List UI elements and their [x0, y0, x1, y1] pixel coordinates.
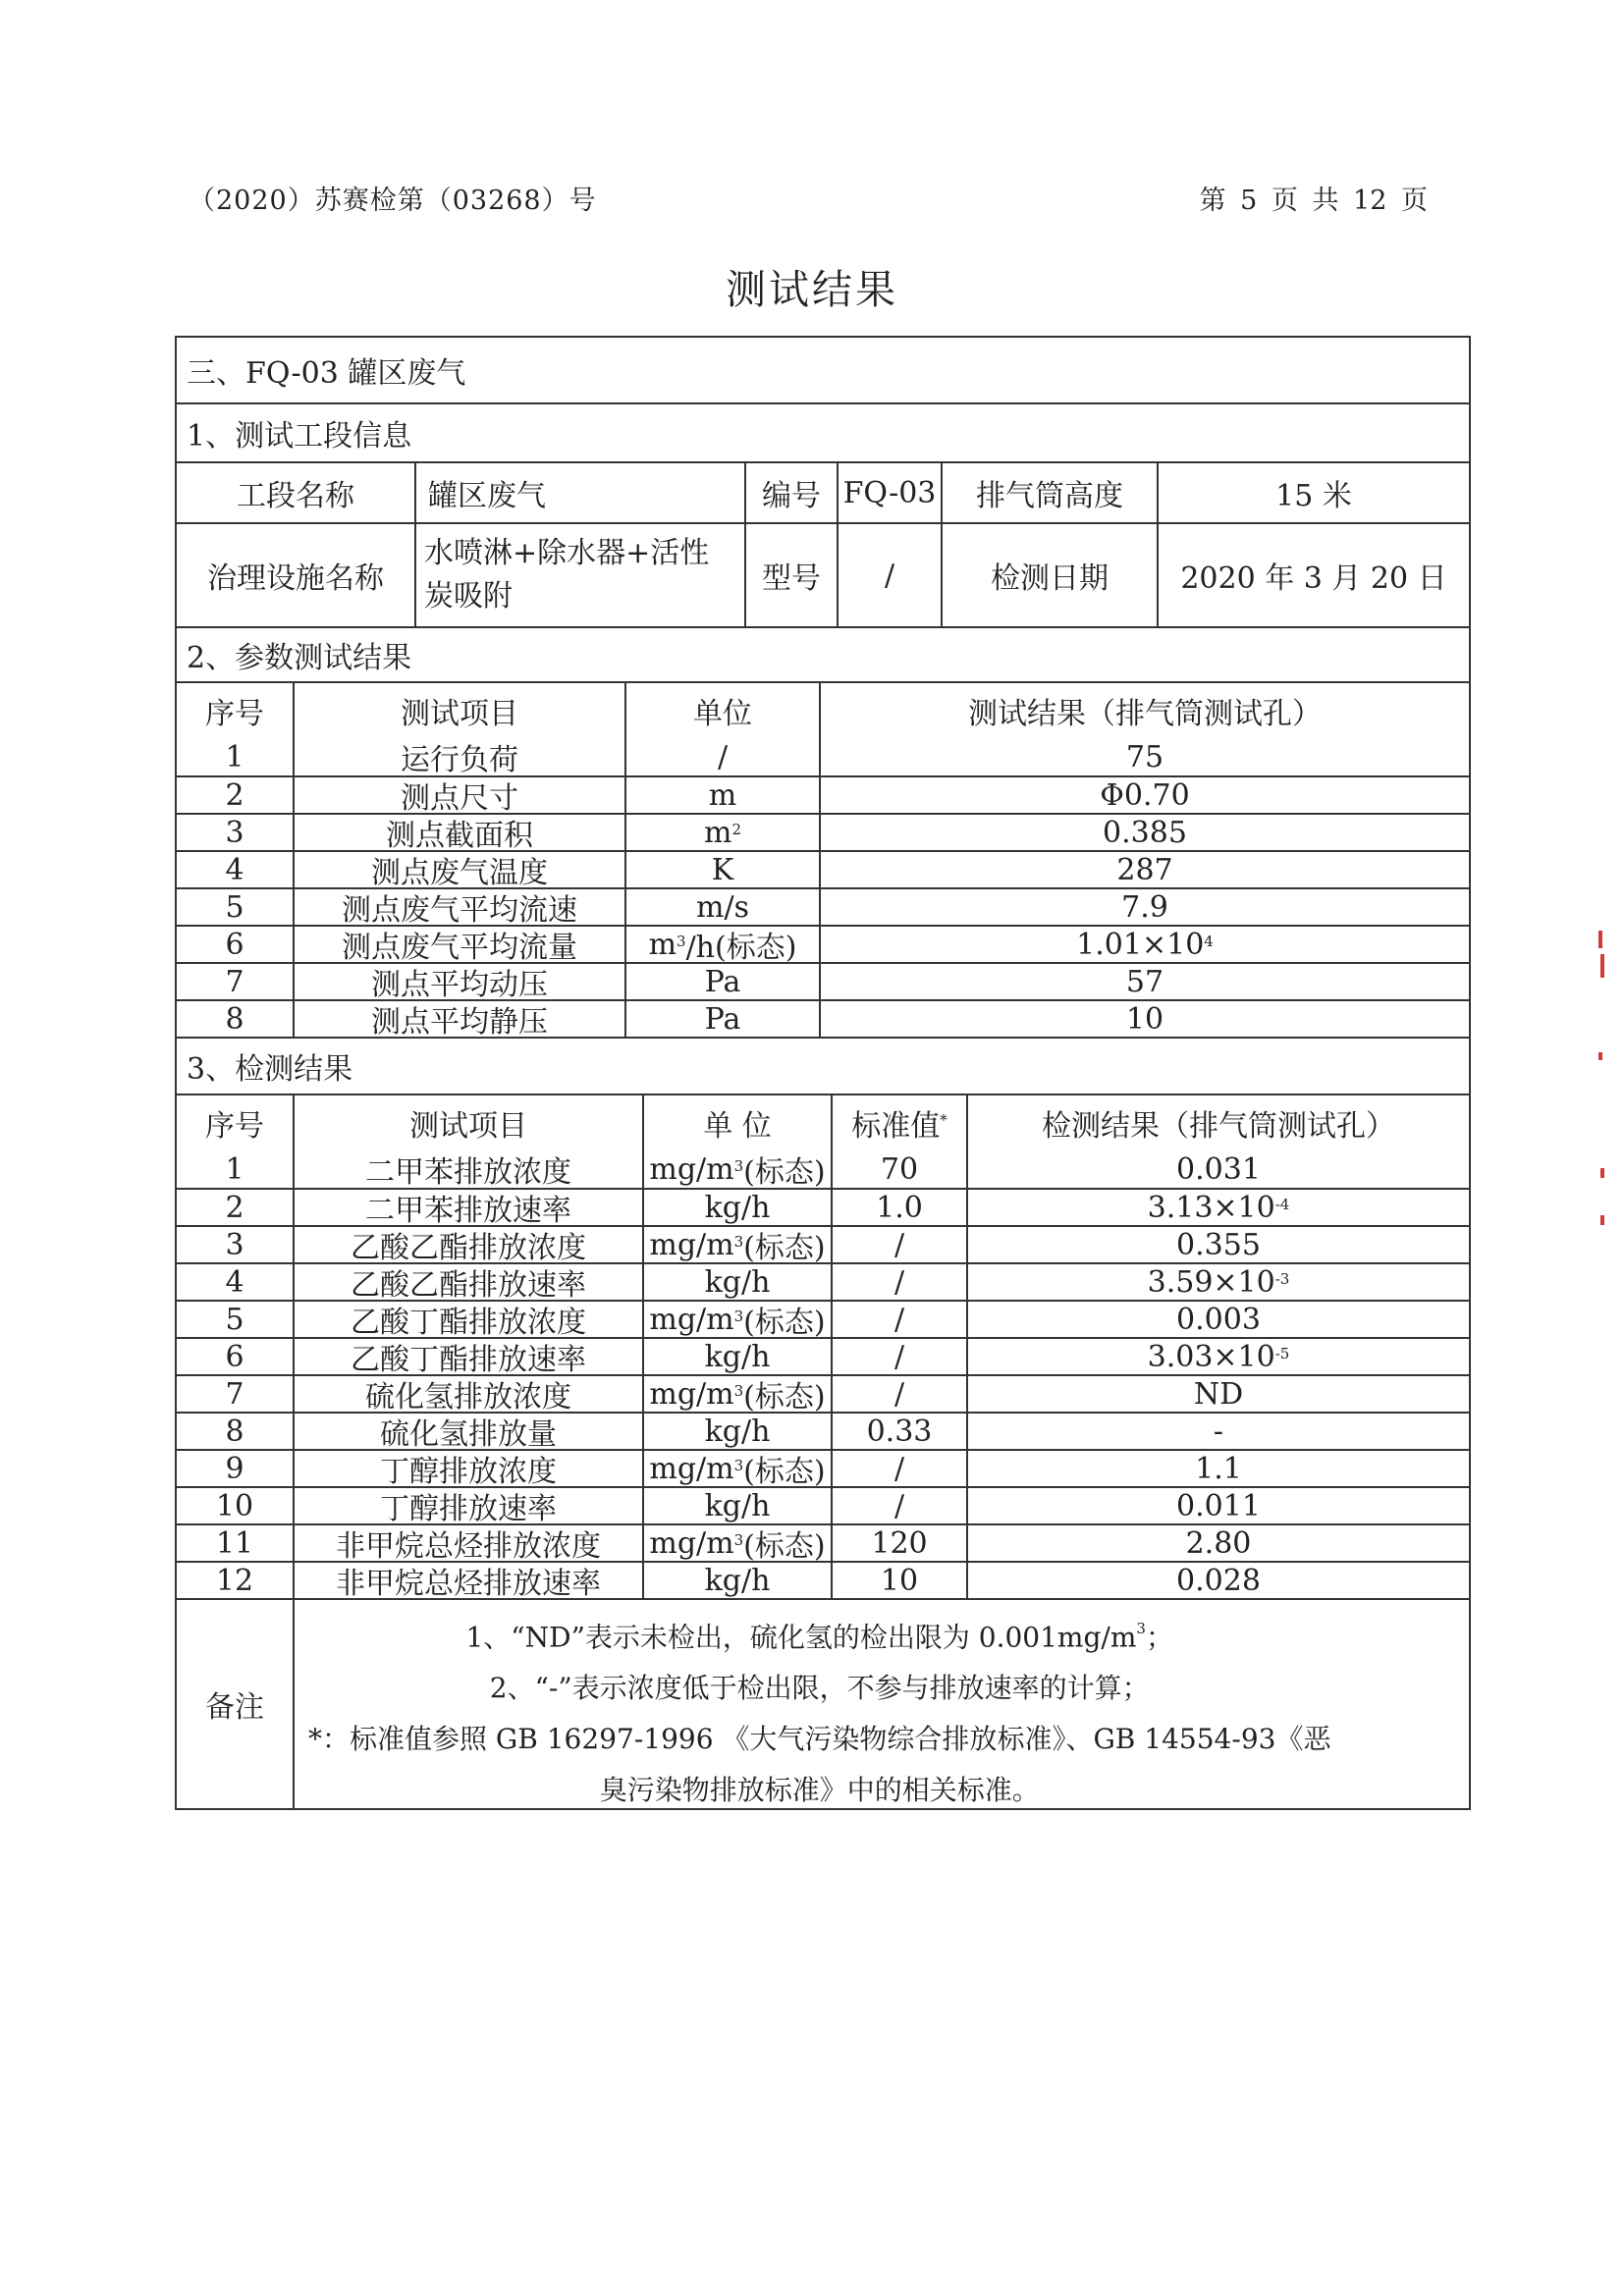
result-unit-text: mg/m: [649, 1451, 734, 1486]
result-unit-tail: (标态): [743, 1231, 826, 1265]
param-unit-tail: /h(标态): [685, 931, 797, 965]
result-unit-sup: 3: [733, 1382, 744, 1400]
param-unit-text: /: [717, 739, 729, 774]
result-value: [966, 1227, 1469, 1262]
param-result: [819, 1001, 1469, 1037]
result-item: 乙酸丁酯排放速率: [293, 1339, 642, 1374]
param-result: [819, 852, 1469, 887]
result-value-text: 0.028: [1176, 1563, 1261, 1598]
stack-height-label: 排气筒高度: [941, 463, 1157, 522]
param-no: 2: [225, 777, 244, 813]
notes-cell: [293, 1600, 1469, 1808]
param-item: 测点废气温度: [293, 852, 624, 887]
std-asterisk: *: [940, 1111, 947, 1129]
result-unit: [642, 1339, 831, 1374]
result-item: 乙酸乙酯排放速率: [293, 1264, 642, 1300]
param-no: 3: [225, 815, 244, 850]
info-row-1: [177, 461, 1469, 522]
param-result-text: 7.9: [1121, 889, 1168, 925]
param-result-text: 287: [1116, 852, 1173, 887]
result-unit-sup: 3: [733, 1233, 744, 1251]
results-heading-row: [177, 1037, 1469, 1094]
seal-edge-mark: [1598, 931, 1602, 948]
result-value: [966, 1414, 1469, 1449]
result-value-text: 0.003: [1176, 1302, 1261, 1337]
table-row: [177, 1486, 1469, 1526]
result-unit: [642, 1227, 831, 1265]
result-value-text: 1.1: [1195, 1451, 1242, 1486]
result-value: [966, 1563, 1469, 1598]
param-unit: [624, 1001, 819, 1037]
result-value: [966, 1339, 1469, 1374]
result-unit: [642, 1150, 831, 1188]
param-result-text: 1.01×10: [1076, 927, 1205, 962]
result-unit: [642, 1414, 831, 1449]
name-label: 工段名称: [237, 479, 354, 513]
table-row: [177, 1225, 1469, 1265]
result-no: 8: [225, 1414, 244, 1449]
result-unit-text: kg/h: [704, 1488, 771, 1523]
result-value-text: 3.59×10: [1147, 1264, 1275, 1300]
result-unit: [642, 1264, 831, 1300]
param-no: 4: [225, 852, 244, 887]
notes-text: [295, 1600, 1344, 1822]
table-row: [177, 813, 1469, 853]
result-value: [966, 1150, 1469, 1188]
result-value-sup: -5: [1274, 1345, 1290, 1362]
result-no: 6: [225, 1339, 244, 1374]
param-result: [819, 815, 1469, 850]
notes-row: [177, 1598, 1469, 1808]
result-value-text: 0.031: [1176, 1151, 1261, 1187]
table-row: [177, 1561, 1469, 1601]
result-unit-text: kg/h: [704, 1190, 771, 1225]
param-item: 测点平均动压: [293, 964, 624, 999]
result-std: /: [831, 1488, 966, 1523]
param-unit: [624, 927, 819, 965]
result-value-text: 2.80: [1185, 1525, 1252, 1561]
note-3a: *：标准值参照 GB 16297-1996 《大气污染物综合排放标准》、GB 14554-93《恶: [308, 1723, 1331, 1756]
note-3b: 臭污染物排放标准》中的相关标准。: [599, 1774, 1040, 1807]
date-value: 2020 年 3 月 20 日: [1157, 524, 1469, 626]
result-no: 4: [225, 1264, 244, 1300]
result-unit: [642, 1190, 831, 1225]
seal-edge-mark: [1600, 1168, 1604, 1178]
result-unit: [642, 1563, 831, 1598]
param-result-sup: 4: [1204, 933, 1214, 950]
params-col-no: 序号: [205, 697, 264, 731]
params-body: [177, 738, 1469, 1040]
params-heading-row: [177, 626, 1469, 681]
result-item: 非甲烷总烃排放速率: [293, 1563, 642, 1598]
params-header-row: [177, 681, 1469, 738]
result-value: [966, 1264, 1469, 1300]
result-std: 0.33: [831, 1414, 966, 1449]
facility-label: 治理设施名称: [207, 561, 384, 596]
param-unit-text: m: [648, 927, 677, 962]
report-number: （2020）苏赛检第（03268）号: [189, 186, 597, 216]
param-result-text: 75: [1125, 739, 1164, 774]
note-1-text: 1、“ND”表示未检出，硫化氢的检出限为 0.001mg/m: [465, 1621, 1137, 1654]
table-row: [177, 1449, 1469, 1489]
notes-label: 备注: [205, 1690, 264, 1725]
result-no: 5: [225, 1302, 244, 1337]
info-heading-row: [177, 402, 1469, 461]
result-value: [966, 1376, 1469, 1412]
param-item: 运行负荷: [293, 738, 624, 775]
result-value-text: 3.03×10: [1147, 1339, 1275, 1374]
table-row: [177, 1300, 1469, 1340]
result-unit: [642, 1302, 831, 1340]
info-heading: 1、测试工段信息: [187, 419, 412, 454]
param-item: 测点平均静压: [293, 1001, 624, 1037]
table-row: [177, 1374, 1469, 1415]
code-value: FQ-03: [837, 463, 941, 522]
param-result: [819, 927, 1469, 962]
table-row: [177, 1523, 1469, 1564]
result-no: 7: [225, 1376, 244, 1412]
result-std: /: [831, 1302, 966, 1337]
results-col-unit: 单 位: [642, 1095, 831, 1150]
result-no: 9: [225, 1451, 244, 1486]
result-value: [966, 1451, 1469, 1486]
param-no: 7: [225, 964, 244, 999]
seal-edge-mark: [1600, 954, 1604, 978]
params-col-item: 测试项目: [293, 683, 624, 738]
result-value-sup: -4: [1274, 1196, 1290, 1213]
facility-value: 水喷淋+除水器+活性炭吸附: [414, 524, 744, 626]
result-item: 二甲苯排放速率: [293, 1190, 642, 1225]
note-1-sup: 3: [1136, 1620, 1146, 1637]
result-std: 10: [831, 1563, 966, 1598]
result-std: 70: [831, 1150, 966, 1188]
result-no: 3: [225, 1227, 244, 1262]
param-no: 8: [225, 1001, 244, 1037]
params-col-result: 测试结果（排气筒测试孔）: [819, 683, 1469, 738]
result-no: 1: [225, 1151, 244, 1187]
result-item: 丁醇排放浓度: [293, 1451, 642, 1486]
param-item: 测点废气平均流速: [293, 889, 624, 925]
result-unit-text: kg/h: [704, 1563, 771, 1598]
page-title: 测试结果: [726, 266, 898, 313]
result-item: 硫化氢排放量: [293, 1414, 642, 1449]
result-item: 二甲苯排放浓度: [293, 1150, 642, 1188]
table-row: [177, 887, 1469, 928]
table-row: [177, 1412, 1469, 1452]
result-value-text: 0.011: [1176, 1488, 1261, 1523]
param-item: 测点尺寸: [293, 777, 624, 813]
result-no: 12: [215, 1563, 254, 1598]
result-unit-sup: 3: [733, 1531, 744, 1549]
params-col-unit: 单位: [624, 683, 819, 738]
param-unit: [624, 777, 819, 813]
result-value-text: ND: [1193, 1376, 1244, 1412]
param-item: 测点截面积: [293, 815, 624, 850]
param-unit-sup: 3: [677, 933, 686, 950]
result-unit: [642, 1376, 831, 1415]
table-row: [177, 1262, 1469, 1303]
results-col-result: 检测结果（排气筒测试孔）: [966, 1095, 1469, 1150]
result-no: 2: [225, 1190, 244, 1225]
param-result: [819, 777, 1469, 813]
result-unit: [642, 1451, 831, 1489]
table-row: [177, 925, 1469, 965]
param-no: 1: [225, 739, 244, 774]
table-row: [177, 738, 1469, 775]
result-std: 1.0: [831, 1190, 966, 1225]
date-label: 检测日期: [941, 524, 1157, 626]
result-item: 丁醇排放速率: [293, 1488, 642, 1523]
result-unit-sup: 3: [733, 1457, 744, 1474]
note-1-tail: ；: [1145, 1621, 1173, 1654]
results-col-no: 序号: [205, 1109, 264, 1144]
result-unit-tail: (标态): [743, 1380, 826, 1415]
name-value: 罐区废气: [414, 463, 744, 522]
results-body: [177, 1150, 1469, 1601]
result-unit-tail: (标态): [743, 1306, 826, 1340]
results-col-std-text: 标准值: [851, 1109, 941, 1144]
param-item: 测点废气平均流量: [293, 927, 624, 962]
table-row: [177, 1150, 1469, 1188]
result-unit-text: mg/m: [649, 1376, 734, 1412]
result-item: 乙酸乙酯排放浓度: [293, 1227, 642, 1262]
result-unit-text: mg/m: [649, 1525, 734, 1561]
stack-height-value: 15 米: [1157, 463, 1469, 522]
result-unit-text: kg/h: [704, 1264, 771, 1300]
params-heading: 2、参数测试结果: [187, 641, 412, 675]
result-std: 120: [831, 1525, 966, 1561]
result-unit-tail: (标态): [743, 1529, 826, 1564]
table-row: [177, 999, 1469, 1040]
results-header-row: [177, 1094, 1469, 1150]
param-unit: [624, 738, 819, 775]
result-value-text: 3.13×10: [1147, 1190, 1275, 1225]
result-std: /: [831, 1264, 966, 1300]
param-unit: [624, 852, 819, 887]
param-unit-text: Pa: [704, 1001, 741, 1037]
note-2: 2、“-”表示浓度低于检出限，不参与排放速率的计算；: [489, 1672, 1150, 1705]
param-no: 6: [225, 927, 244, 962]
info-row-2: [177, 522, 1469, 626]
seal-edge-mark: [1600, 1215, 1604, 1225]
result-value: [966, 1302, 1469, 1337]
result-no: 10: [215, 1488, 254, 1523]
param-unit-text: m: [704, 815, 732, 850]
result-unit-text: kg/h: [704, 1414, 771, 1449]
result-unit: [642, 1525, 831, 1564]
param-result-text: 57: [1125, 964, 1164, 999]
result-std: /: [831, 1227, 966, 1262]
seal-edge-mark: [1598, 1052, 1602, 1060]
param-unit-text: m: [708, 777, 737, 813]
results-table: [175, 336, 1471, 1810]
section-heading-row: [177, 338, 1469, 402]
section-heading: 三、FQ-03 罐区废气: [187, 356, 466, 391]
results-col-item: 测试项目: [293, 1095, 642, 1150]
param-result-text: Φ0.70: [1100, 777, 1190, 813]
result-unit-text: mg/m: [649, 1302, 734, 1337]
result-no: 11: [215, 1525, 254, 1561]
results-heading: 3、检测结果: [187, 1052, 353, 1087]
result-unit-text: mg/m: [649, 1227, 734, 1262]
result-std: /: [831, 1451, 966, 1486]
param-unit: [624, 964, 819, 999]
code-label: 编号: [744, 463, 837, 522]
table-row: [177, 850, 1469, 890]
result-item: 非甲烷总烃排放浓度: [293, 1525, 642, 1561]
result-unit-sup: 3: [733, 1308, 744, 1325]
param-unit-text: K: [711, 852, 734, 887]
model-label: 型号: [744, 524, 837, 626]
param-no: 5: [225, 889, 244, 925]
result-value: [966, 1190, 1469, 1225]
result-value: [966, 1488, 1469, 1523]
param-unit-sup: 2: [731, 821, 741, 838]
result-item: 硫化氢排放浓度: [293, 1376, 642, 1412]
result-value-text: 0.355: [1176, 1227, 1261, 1262]
param-unit: [624, 815, 819, 850]
result-unit-text: kg/h: [704, 1339, 771, 1374]
param-unit-text: Pa: [704, 964, 741, 999]
result-std: /: [831, 1339, 966, 1374]
result-value-text: -: [1213, 1414, 1224, 1449]
param-result-text: 10: [1125, 1001, 1164, 1037]
table-row: [177, 1337, 1469, 1377]
result-unit-tail: (标态): [743, 1455, 826, 1489]
result-std: /: [831, 1376, 966, 1412]
table-row: [177, 775, 1469, 816]
results-col-std: [831, 1095, 966, 1150]
param-unit-text: m/s: [696, 889, 749, 925]
param-result: [819, 889, 1469, 925]
result-item: 乙酸丁酯排放浓度: [293, 1302, 642, 1337]
result-value: [966, 1525, 1469, 1561]
table-row: [177, 1188, 1469, 1228]
param-result: [819, 964, 1469, 999]
param-result: [819, 738, 1469, 775]
result-unit-tail: (标态): [743, 1155, 826, 1190]
result-unit-text: mg/m: [649, 1151, 734, 1187]
note-1: [308, 1606, 1330, 1663]
table-row: [177, 962, 1469, 1002]
param-unit: [624, 889, 819, 925]
result-value-sup: -3: [1274, 1270, 1290, 1288]
result-unit-sup: 3: [733, 1157, 744, 1175]
result-unit: [642, 1488, 831, 1523]
page-info: 第 5 页 共 12 页: [1199, 186, 1428, 216]
param-result-text: 0.385: [1103, 815, 1187, 850]
model-value: /: [837, 524, 941, 626]
